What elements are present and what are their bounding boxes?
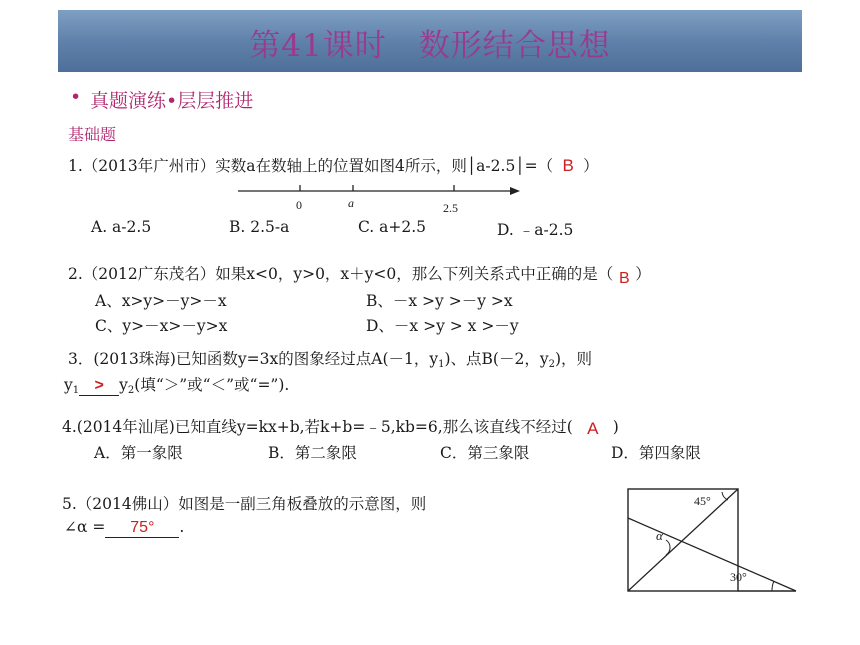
q1-close: ） bbox=[583, 157, 599, 175]
angle-30-arc bbox=[772, 581, 774, 591]
q2-stem bbox=[68, 262, 651, 287]
q3-stem-mid: )、点B(－2，y bbox=[444, 350, 549, 368]
section-title: 真题演练•层层推进 bbox=[90, 90, 254, 112]
angle-30-label: 30° bbox=[730, 570, 747, 584]
q1-stem bbox=[68, 154, 599, 176]
q3-stem bbox=[68, 347, 592, 370]
q2-stem-text: 2.（2012广东茂名）如果x<0，y>0，x＋y<0，那么下列关系式中正确的是（ bbox=[68, 265, 614, 283]
q4-stem bbox=[62, 415, 619, 437]
q4-option-a: A．第一象限 bbox=[94, 444, 183, 462]
q3-y-left: y bbox=[64, 376, 73, 394]
q3-y-right: y bbox=[119, 376, 128, 394]
tick-label-2-5: 2.5 bbox=[443, 201, 458, 215]
q4-stem-text: 4.(2014年汕尾)已知直线y=kx+b,若k+b=﹣5,kb=6,那么该直线不经过( bbox=[62, 418, 573, 436]
q1-stem-text: 1.（2013年广州市）实数a在数轴上的位置如图4所示，则│a-2.5│=（ bbox=[68, 157, 554, 175]
q5-answer: 75° bbox=[105, 519, 179, 538]
q1-option-c: C. a+2.5 bbox=[358, 218, 427, 236]
q4-option-c: C．第三象限 bbox=[440, 444, 530, 462]
q2-close: ） bbox=[635, 265, 651, 283]
section-subtitle: 基础题 bbox=[68, 125, 117, 144]
q4-answer: A bbox=[587, 419, 599, 438]
q5-angle-label: ∠α = bbox=[64, 518, 106, 536]
q3-stem-text: 3．(2013珠海)已知函数y=3x的图象经过点A(－1，y bbox=[68, 350, 439, 368]
q5-end: . bbox=[179, 518, 185, 536]
section-bullet: • bbox=[70, 86, 82, 108]
q1-option-a: A. a-2.5 bbox=[91, 218, 152, 236]
q5-line2 bbox=[64, 518, 184, 538]
q4-option-d: D．第四象限 bbox=[611, 444, 701, 462]
q2-option-c: C、y>－x>－y>x bbox=[95, 317, 228, 335]
q5-stem: 5.（2014佛山）如图是一副三角板叠放的示意图，则 bbox=[62, 495, 427, 513]
q2-answer: B bbox=[618, 270, 630, 287]
triangle-figure bbox=[622, 484, 802, 596]
angle-alpha-label: α bbox=[656, 528, 663, 543]
q2-option-a: A、x>y>－y>－x bbox=[95, 292, 227, 310]
q3-tail: (填“＞”或“＜”或“=”). bbox=[134, 376, 290, 394]
q1-option-b: B. 2.5-a bbox=[229, 218, 290, 236]
q3-sub-2: 2 bbox=[548, 359, 555, 370]
tick-label-a: a bbox=[348, 196, 354, 210]
angle-45-label: 45° bbox=[694, 494, 711, 508]
triangle-45-hypotenuse bbox=[628, 489, 738, 591]
q4-close: ) bbox=[612, 418, 619, 436]
q3-answer: > bbox=[79, 377, 119, 396]
title-banner bbox=[58, 10, 802, 72]
q3-y-left-sub: 1 bbox=[72, 385, 80, 396]
tick-label-0: 0 bbox=[296, 198, 302, 212]
q2-option-d: D、－x >y > x >－y bbox=[366, 317, 519, 335]
q3-stem-end: )，则 bbox=[554, 350, 593, 368]
q3-line2 bbox=[64, 373, 289, 396]
number-line-arrow bbox=[510, 187, 520, 195]
q1-answer: B bbox=[562, 156, 574, 175]
q2-option-b: B、－x >y >－y >x bbox=[366, 292, 513, 310]
q3-sub-1: 1 bbox=[438, 359, 445, 370]
page-title: 第41课时 数形结合思想 bbox=[249, 28, 611, 64]
q4-option-b: B．第二象限 bbox=[268, 444, 357, 462]
q3-y-right-sub: 2 bbox=[127, 385, 135, 396]
q1-option-d: D. ﹣a-2.5 bbox=[497, 221, 574, 239]
triangle-30-hypotenuse bbox=[628, 518, 796, 591]
number-line bbox=[230, 178, 530, 220]
